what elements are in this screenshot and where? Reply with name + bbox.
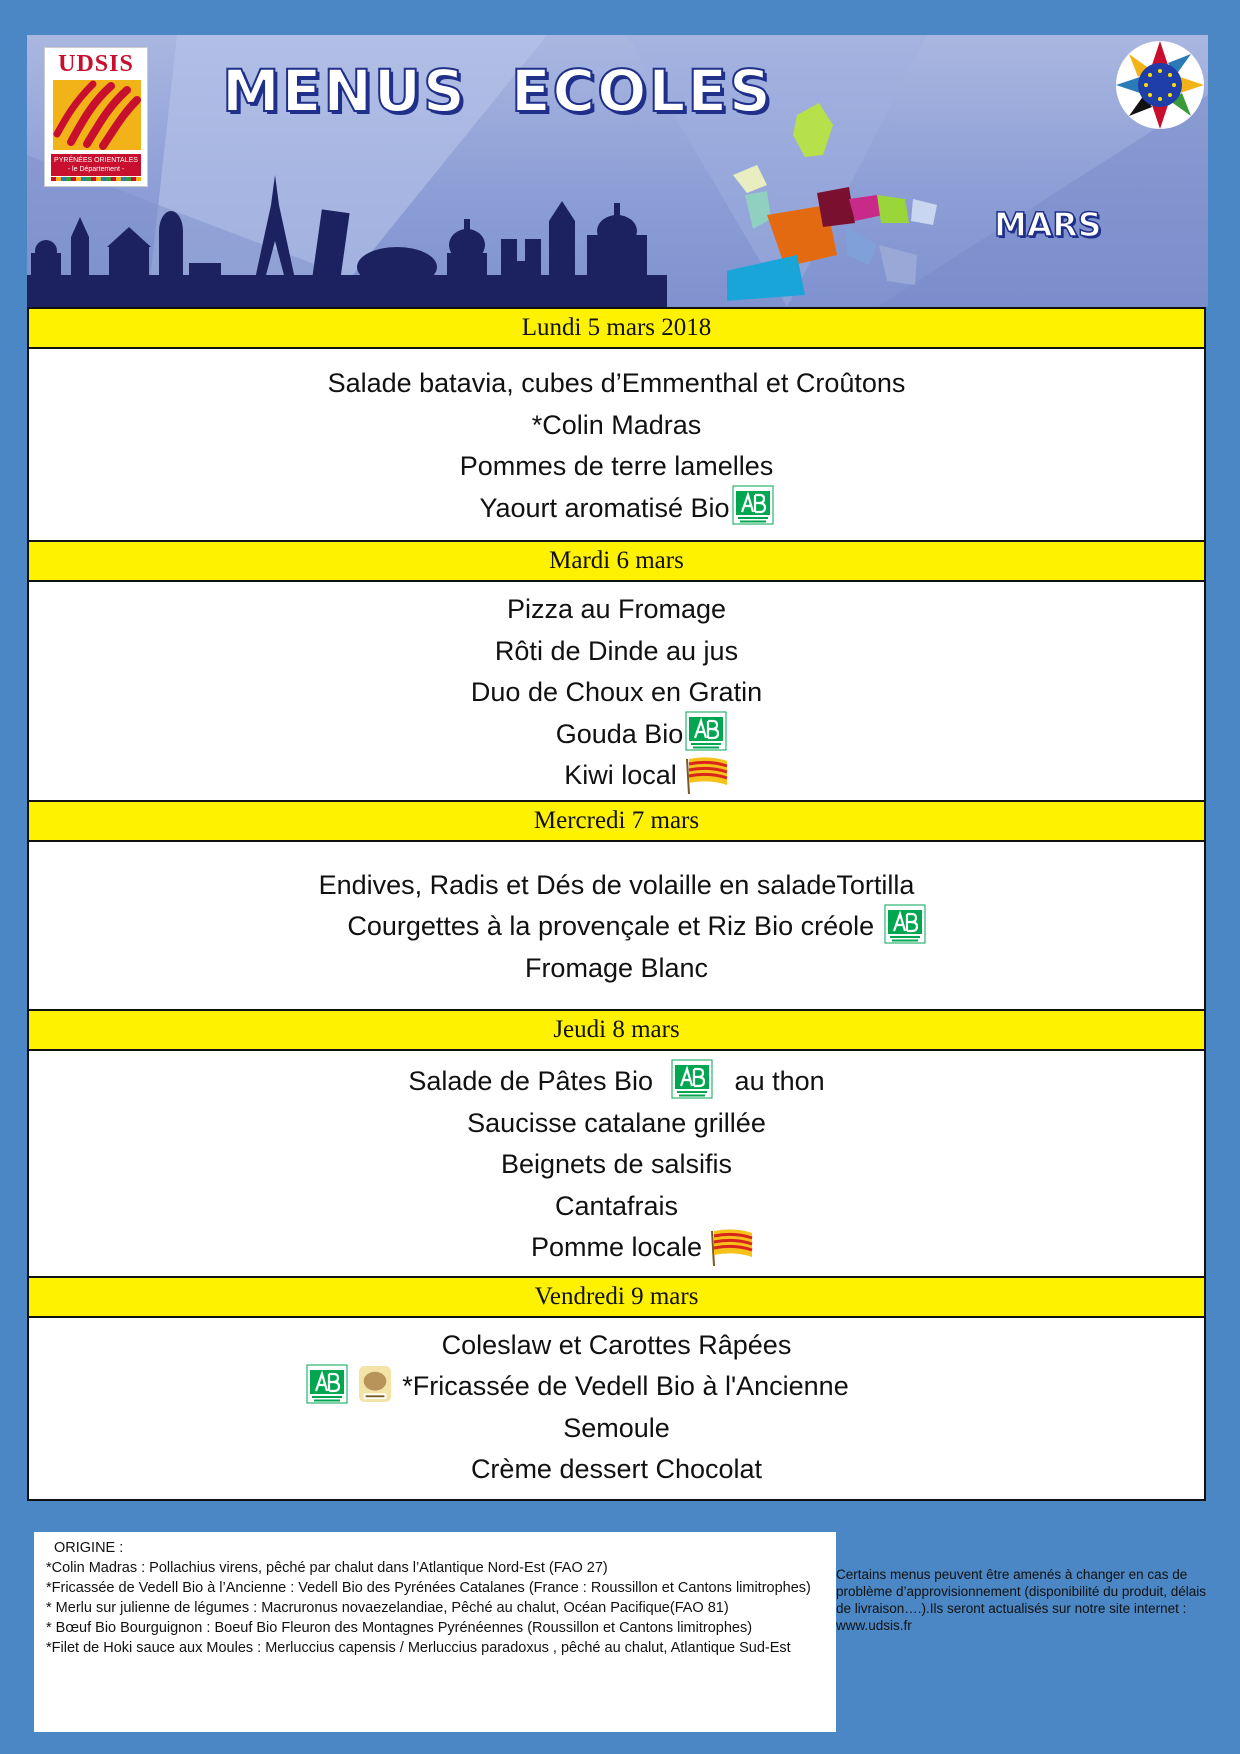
dish-item: Coleslaw et Carottes Râpées <box>441 1329 792 1360</box>
day-header-vendredi: Vendredi 9 mars <box>29 1276 1204 1318</box>
vedell-label-icon <box>358 1364 392 1404</box>
dish-item: Yaourt aromatisé Bio <box>29 488 1204 530</box>
origin-line: *Fricassée de Vedell Bio à l’Ancienne : Vedell Bio des Pyrénées Catalanes (France : Roussillon et Cantons limitrophes) <box>46 1580 811 1596</box>
dish-item: Pomme locale <box>29 1227 1204 1269</box>
organic-ab-label-icon <box>306 1364 348 1404</box>
day-header-mardi: Mardi 6 mars <box>29 540 1204 582</box>
weekly-menu <box>27 307 1206 1501</box>
origin-line: *Colin Madras : Pollachius virens, pêché par chalut dans l’Atlantique Nord-Est (FAO 27) <box>46 1560 608 1576</box>
dish-item: Cantafrais <box>554 1190 679 1221</box>
menu-change-notice: Certains menus peuvent être amenés à changer en cas de problème d’approvisionnement (disponibilité du produit, délais de livraison….).Ils seront actualisés sur notre site internet : www.udsis.fr <box>836 1567 1206 1633</box>
dish-item: Pizza au Fromage <box>506 594 727 624</box>
eu-flags-flower-icon <box>1112 37 1208 133</box>
day-dishes-vendredi <box>29 1318 1204 1499</box>
dish-item: Gouda Bio <box>29 714 1204 756</box>
logo-graphic <box>53 80 141 150</box>
origin-line: * Bœuf Bio Bourguignon : Boeuf Bio Fleuron des Montagnes Pyrénéennes (Roussillon et Cantons limitrophes) <box>46 1620 753 1636</box>
organic-ab-label-icon <box>884 904 926 944</box>
dish-item: Saucisse catalane grillée <box>467 1107 766 1138</box>
header-banner <box>27 35 1208 307</box>
dish-item: Salade batavia, cubes d’Emmenthal et Croûtons <box>327 368 906 398</box>
dish-item: Duo de Choux en Gratin <box>470 677 763 707</box>
dish-item: Endives, Radis et Dés de volaille en saladeTortilla <box>318 869 915 900</box>
europe-map-illustration <box>727 95 1007 305</box>
dish-item: Crème dessert Chocolat <box>470 1454 763 1484</box>
dish-item: Semoule <box>563 1412 670 1443</box>
organic-ab-label-icon <box>732 485 774 525</box>
dish-item: Courgettes à la provençale et Riz Bio créole <box>29 906 1204 948</box>
udsis-logo <box>44 47 148 187</box>
month-label: MARS <box>994 205 1102 244</box>
dish-item: *Fricassée de Vedell Bio à l'Ancienne <box>29 1366 1204 1408</box>
city-skyline-illustration <box>27 175 667 307</box>
day-header-mercredi: Mercredi 7 mars <box>29 800 1204 842</box>
organic-ab-label-icon <box>685 711 727 751</box>
origin-title: ORIGINE : <box>54 1540 124 1556</box>
dish-item: Rôti de Dinde au jus <box>494 635 739 666</box>
logo-name: UDSIS <box>58 51 134 77</box>
catalan-flag-icon <box>683 755 729 795</box>
page-title: MENUS ECOLES <box>222 57 773 125</box>
day-dishes-jeudi <box>29 1051 1204 1276</box>
dish-item: Beignets de salsifis <box>500 1149 733 1179</box>
dish-item: Kiwi local <box>29 755 1204 797</box>
day-header-jeudi: Jeudi 8 mars <box>29 1009 1204 1051</box>
dish-item: *Colin Madras <box>531 409 702 440</box>
dish-item: Salade de Pâtes Bio au thon <box>29 1061 1204 1103</box>
logo-caption: PYRÉNÉES ORIENTALES - le Département - <box>51 154 141 176</box>
origin-line: * Merlu sur julienne de légumes : Macruronus novaezelandiae, Pêché au chalut, Océan Pacifique(FAO 81) <box>46 1600 729 1616</box>
origin-notes <box>34 1532 836 1732</box>
dish-item: Fromage Blanc <box>524 952 709 983</box>
day-header-lundi: Lundi 5 mars 2018 <box>29 309 1204 349</box>
catalan-flag-icon <box>708 1227 754 1267</box>
day-dishes-mercredi <box>29 842 1204 1010</box>
day-dishes-lundi <box>29 349 1204 540</box>
day-dishes-mardi <box>29 582 1204 800</box>
origin-line: *Filet de Hoki sauce aux Moules : Merluccius capensis / Merluccius paradoxus , pêché au chalut, Atlantique Sud-Est <box>46 1640 791 1656</box>
organic-ab-label-icon <box>671 1059 713 1099</box>
dish-item: Pommes de terre lamelles <box>459 451 774 481</box>
